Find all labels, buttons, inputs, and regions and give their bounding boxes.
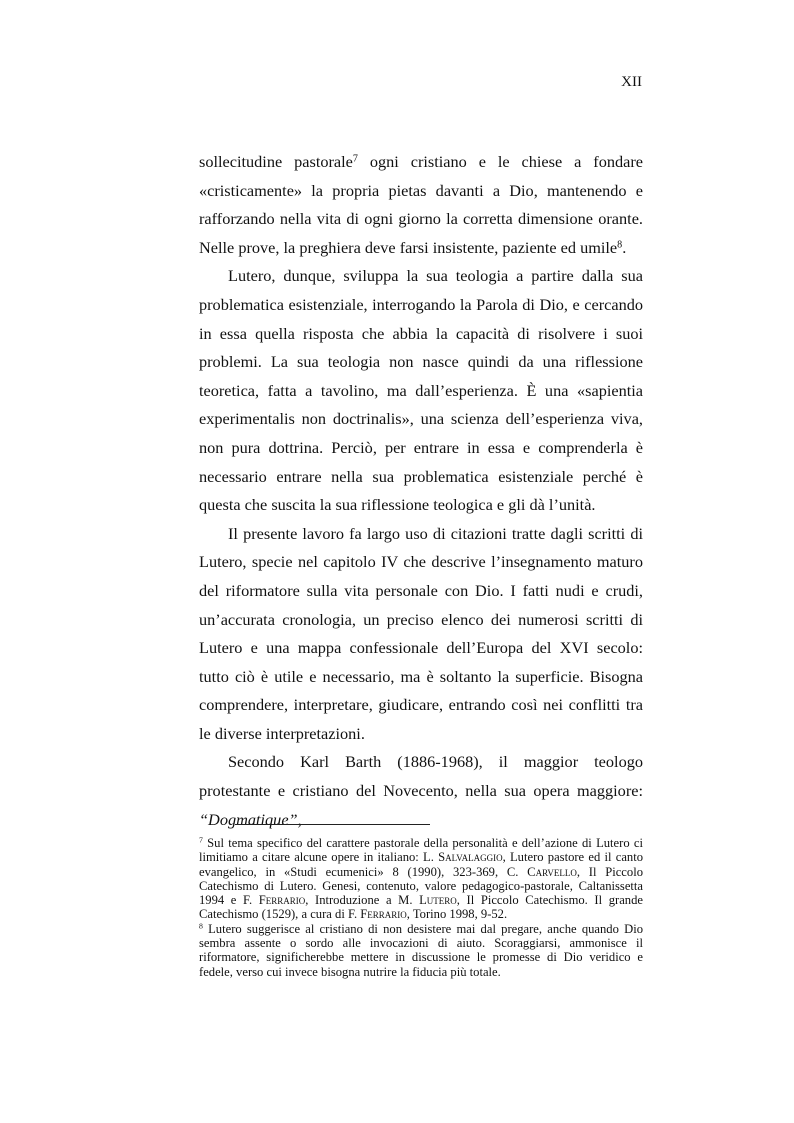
footnote-7-text-2: , Lutero pastore ed il canto evangelico, in «Studi ecumenici» 8 (1990), 323-369, C. <box>199 850 643 879</box>
footnote-ref-8[interactable]: 8 <box>617 239 623 251</box>
paragraph-4-title: “Dogmatique”, <box>199 809 302 829</box>
paragraph-1 <box>199 148 643 262</box>
footnote-7-number: 7 <box>199 835 203 845</box>
page-number: XII <box>621 74 642 90</box>
footnote-8-number: 8 <box>199 921 203 931</box>
paragraph-1-text-a: sollecitudine pastorale <box>199 152 353 171</box>
footnote-8 <box>199 922 643 979</box>
body-text <box>199 148 643 834</box>
footnotes <box>199 836 643 979</box>
footnote-7-text-1: Sul tema specifico del carattere pastorale della personalità e dell’azione di Lutero ci limitiamo a citare alcune opere in italiano: L. <box>199 836 643 865</box>
footnote-7 <box>199 836 643 922</box>
footnote-7-text-3: , Il Piccolo Catechismo di Lutero. Genesi, contenuto, valore pedagogico-pastorale, Caltanissetta 1994 e F. <box>199 864 643 908</box>
paragraph-3: Il presente lavoro fa largo uso di citazioni tratte dagli scritti di Lutero, specie nel capitolo IV che descrive l’insegnamento maturo del riformatore sulla vita personale con Dio. I fatti nudi e crudi, un’accurata cronologia, un preciso elenco dei numerosi scritti di Lutero e una mappa confessionale dell’Europa del XVI secolo: tutto ciò è utile e necessario, ma è soltanto la superficie. Bisogna comprendere, interpretare, giudicare, entrando così nei conflitti tra le diverse interpretazioni. <box>199 523 643 743</box>
footnote-7-author-2: Carvello <box>527 864 577 879</box>
footnote-7-text-5: , Il Piccolo Catechismo. Il grande Catechismo (1529), a cura di F. <box>199 893 643 922</box>
footnote-7-text-4: , Introduzione a M. <box>305 893 420 908</box>
footnote-separator <box>235 824 430 825</box>
footnote-7-author-1: Salvalaggio <box>438 850 503 865</box>
paragraph-4-text: Secondo Karl Barth (1886-1968), il maggior teologo protestante e cristiano del Novecento, nella sua opera maggiore: <box>199 752 643 801</box>
footnote-7-author-3: Ferrario <box>258 893 306 908</box>
footnote-ref-7[interactable]: 7 <box>352 153 358 165</box>
footnote-8-text: Lutero suggerisce al cristiano di non desistere mai dal pregare, anche quando Dio sembra assente o sordo alle invocazioni di aiuto. Scoraggiarsi, ammonisce il riformatore, significherebbe mettere in discussione le promesse di Dio veridico e fedele, verso cui invece bisogna nutrire la fiducia più totale. <box>199 921 643 979</box>
paragraph-4 <box>199 748 643 834</box>
footnote-7-author-5: Ferrario <box>360 907 407 922</box>
paragraph-2: Lutero, dunque, sviluppa la sua teologia a partire dalla sua problematica esistenziale, interrogando la Parola di Dio, e cercando in essa quella risposta che abbia la capacità di risolvere i suoi problemi. La sua teologia non nasce quindi da una riflessione teoretica, fatta a tavolino, ma dall’esperienza. È una «sapientia experimentalis non doctrinalis», una scienza dell’esperienza viva, non pura dottrina. Perciò, per entrare in essa e comprenderla è necessario entrare nella sua problematica esistenziale perché è questa che suscita la sua riflessione teologica e gli dà l’unità. <box>199 266 643 515</box>
paragraph-1-text-c: . <box>622 237 627 257</box>
footnote-7-text-6: , Torino 1998, 9-52. <box>406 907 508 922</box>
paragraph-1-text-b: ogni cristiano e le chiese a fondare «cristicamente» la propria pietas davanti a Dio, mantenendo e rafforzando nella vita di ogni giorno la corretta dimensione orante. Nelle prove, la preghiera deve farsi insistente, paziente ed umile <box>199 152 643 257</box>
footnote-7-author-4: Lutero <box>419 893 457 908</box>
